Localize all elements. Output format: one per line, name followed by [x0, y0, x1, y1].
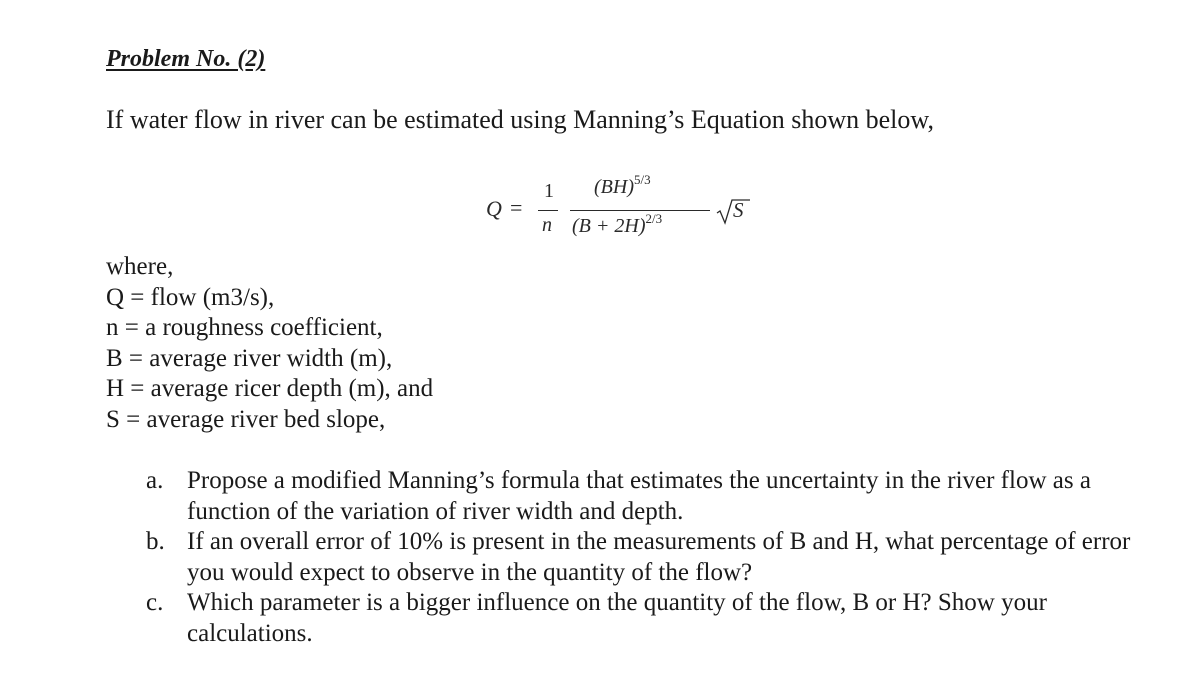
main-fraction-bar — [570, 210, 710, 211]
radicand: S — [733, 198, 744, 222]
coefficient-fraction — [538, 176, 564, 248]
question-text: If an overall error of 10% is present in the measurements of B and H, what percentage of error you would expect to observe in the quantity of the flow? — [187, 528, 1131, 586]
problem-title: Problem No. (2) — [106, 46, 266, 72]
definitions-list — [106, 252, 433, 435]
question-letter: a. — [146, 467, 164, 494]
main-fraction — [570, 172, 730, 252]
question-letter: b. — [146, 528, 165, 555]
numerator-base: (BH) — [594, 176, 634, 198]
definition-item: H = average ricer depth (m), and — [106, 375, 434, 402]
question-letter: c. — [146, 589, 164, 616]
main-denominator — [572, 211, 663, 238]
definition-item: n = a roughness coefficient, — [106, 314, 383, 341]
question-item — [146, 527, 1146, 588]
equation-lhs: Q — [486, 196, 502, 221]
definitions-lead: where, — [106, 253, 174, 280]
problem-intro: If water flow in river can be estimated using Manning’s Equation shown below, — [106, 105, 934, 134]
mannings-equation — [486, 172, 786, 252]
question-text: Which parameter is a bigger influence on the quantity of the flow, B or H? Show your calculations. — [187, 589, 1047, 647]
coefficient-numerator: 1 — [544, 180, 554, 202]
numerator-exponent: 5/3 — [633, 172, 651, 187]
question-item — [146, 466, 1146, 527]
denominator-exponent: 2/3 — [645, 211, 663, 226]
definition-item: Q = flow (m3/s), — [106, 283, 275, 311]
coefficient-denominator: n — [542, 214, 552, 236]
equation-equals-sign: = — [510, 195, 523, 220]
questions-list — [146, 466, 1146, 649]
definition-item: S = average river bed slope, — [106, 405, 386, 433]
question-text: Propose a modified Manning’s formula that estimates the uncertainty in the river flow as a function of the variation of river width and depth. — [187, 467, 1091, 525]
question-item — [146, 588, 1146, 649]
coefficient-fraction-bar — [538, 210, 558, 211]
main-numerator — [594, 172, 651, 199]
definition-item: B = average river width (m), — [106, 344, 393, 372]
denominator-base: (B + 2H) — [572, 215, 646, 237]
square-root — [716, 198, 766, 228]
